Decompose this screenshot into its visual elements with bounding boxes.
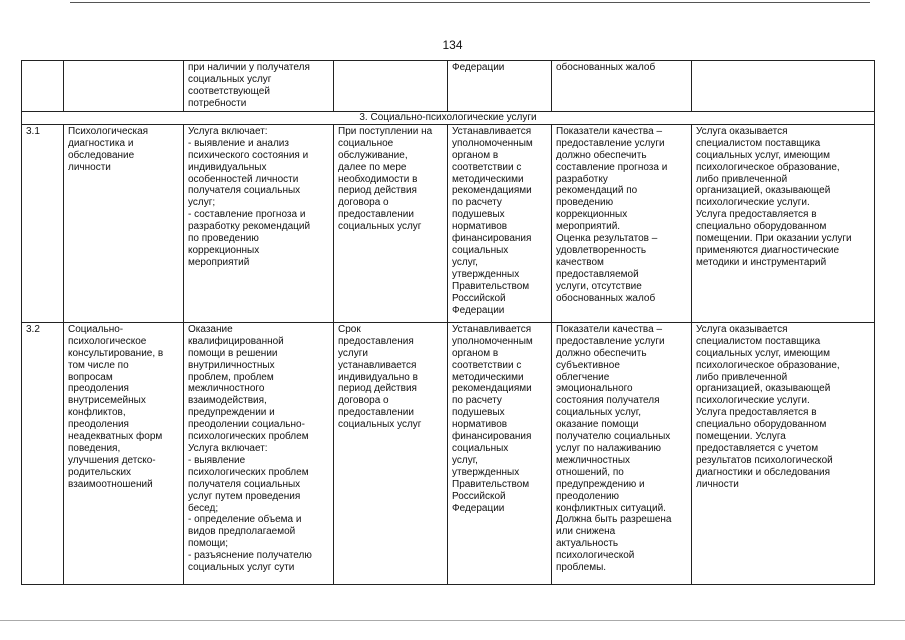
cell-service-conditions: Услуга оказывается специалистом поставщика социальных услуг, имеющим психологическое образование, либо привлеченной организацией, оказывающей психологические услуги. Услуга предоставляется в специально оборудованном помещении. При оказании услуги применяются диагностические методики и инструментарий — [692, 124, 875, 322]
cell-service-content: при наличии у получателя социальных услуг соответствующей потребности — [184, 61, 334, 112]
section-header-row — [22, 112, 875, 125]
table-row-continuation — [22, 61, 875, 112]
cell-service-conditions — [692, 61, 875, 112]
cell-quality-indicators: Показатели качества – предоставление услуги должно обеспечить составление прогноза и разработку рекомендаций по проведению коррекционных мероприятий. Оценка результатов – удовлетворенность качеством предоставляемой услуги, отсутствие обоснованных жалоб — [552, 124, 692, 322]
table-row — [22, 124, 875, 322]
section-title: 3. Социально-психологические услуги — [22, 112, 875, 125]
cell-per-capita-norm: Федерации — [448, 61, 552, 112]
cell-per-capita-norm: Устанавливается уполномоченным органом в соответствии с методическими рекомендациями по расчету подушевых нормативов финансирования социальных услуг, утвержденных Правительством Российской Федерации — [448, 124, 552, 322]
cell-service-name: Психологическая диагностика и обследование личности — [64, 124, 184, 322]
cell-per-capita-norm: Устанавливается уполномоченным органом в соответствии с методическими рекомендациями по расчету подушевых нормативов финансирования социальных услуг, утвержденных Правительством Российской Федерации — [448, 322, 552, 584]
page-top-rule — [70, 2, 870, 3]
services-table — [21, 60, 875, 585]
cell-quality-indicators: обоснованных жалоб — [552, 61, 692, 112]
scan-edge-line — [0, 620, 905, 621]
cell-service-name — [64, 61, 184, 112]
cell-service-term — [334, 61, 448, 112]
cell-service-name: Социально- психологическое консультирование, в том числе по вопросам преодоления внутрисемейных конфликтов, преодоления неадекватных форм поведения, улучшения детско- родительских взаимоотношений — [64, 322, 184, 584]
cell-service-content: Оказание квалифицированной помощи в решении внутриличностных проблем, проблем межличностного взаимодействия, предупреждении и преодолении социально- психологических проблем Услуга включает: - выявление психологических проблем получателя социальных услуг путем проведения бесед; - определение объема и видов предполагаемой помощи; - разъяснение получателю социальных услуг сути — [184, 322, 334, 584]
page-number: 134 — [442, 38, 463, 52]
cell-service-conditions: Услуга оказывается специалистом поставщика социальных услуг, имеющим психологическое образование, либо привлеченной организацией, оказывающей психологические услуги. Услуга предоставляется в специально оборудованном помещении. Услуга предоставляется с учетом результатов психологической диагностики и обследования личности — [692, 322, 875, 584]
cell-number — [22, 61, 64, 112]
cell-number: 3.1 — [22, 124, 64, 322]
cell-number: 3.2 — [22, 322, 64, 584]
cell-service-content: Услуга включает: - выявление и анализ психического состояния и индивидуальных особенностей личности получателя социальных услуг; - составление прогноза и разработку рекомендаций по проведению коррекционных мероприятий — [184, 124, 334, 322]
cell-service-term: При поступлении на социальное обслуживание, далее по мере необходимости в период действия договора о предоставлении социальных услуг — [334, 124, 448, 322]
cell-service-term: Срок предоставления услуги устанавливается индивидуально в период действия договора о предоставлении социальных услуг — [334, 322, 448, 584]
table-row — [22, 322, 875, 584]
cell-quality-indicators: Показатели качества – предоставление услуги должно обеспечить субъективное облегчение эмоционального состояния получателя социальных услуг, оказание помощи получателю социальных услуг по налаживанию межличностных отношений, по предупреждению и преодолению конфликтных ситуаций. Должна быть разрешена или снижена актуальность психологической проблемы. — [552, 322, 692, 584]
